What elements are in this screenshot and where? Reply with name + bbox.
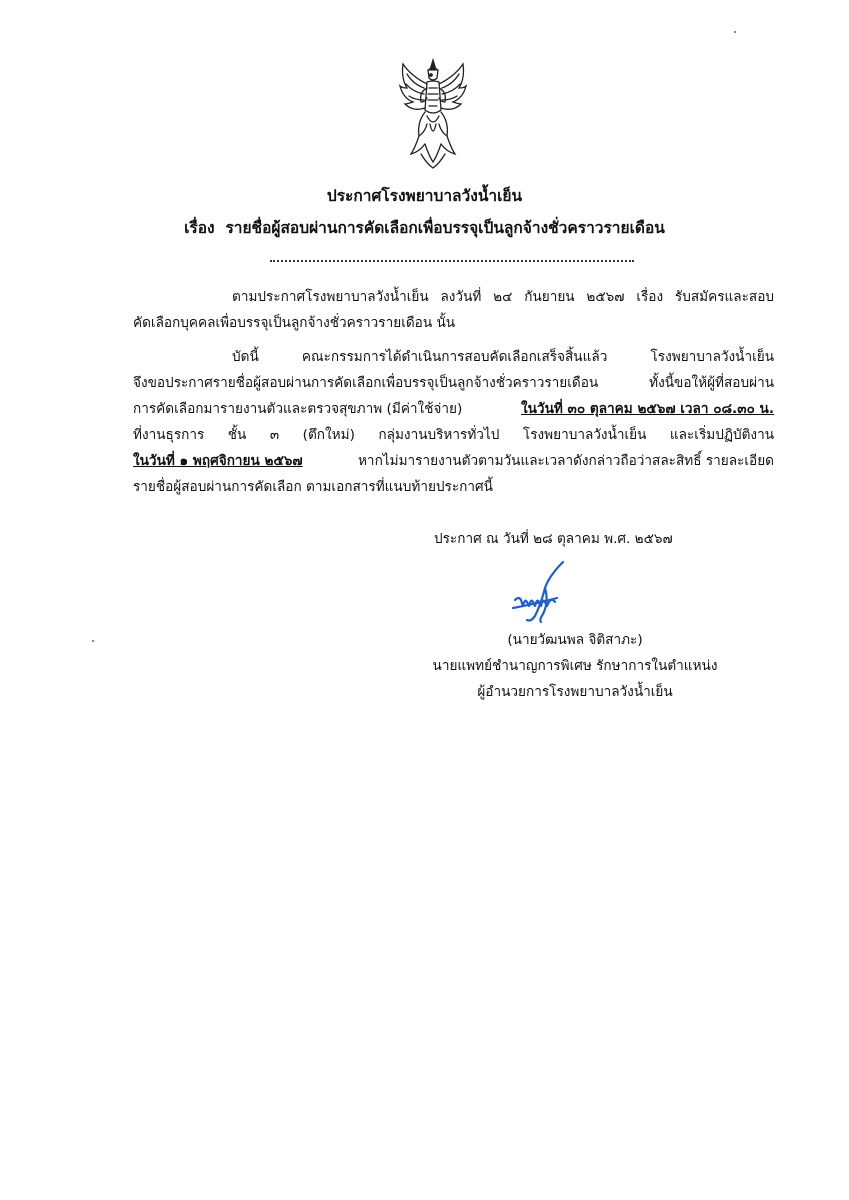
signature-icon	[505, 558, 575, 626]
para2-line3-text: การคัดเลือกมารายงานตัวและตรวจสุขภาพ (มีค่าใช้จ่าย)	[133, 401, 463, 417]
para2-line2: จึงขอประกาศรายชื่อผู้สอบผ่านการคัดเลือกเพื่อบรรจุเป็นลูกจ้างชั่วคราวรายเดือน ทั้งนี้ขอให้ผู้ที่สอบผ่าน	[133, 375, 774, 391]
para2-line6: รายชื่อผู้สอบผ่านการคัดเลือก ตามเอกสารที่แนบท้ายประกาศนี้	[133, 479, 493, 495]
report-date-emphasis: ในวันที่ ๓๐ ตุลาคม ๒๕๖๗ เวลา ๐๘.๓๐ น.	[521, 401, 774, 417]
signer-title: ผู้อำนวยการโรงพยาบาลวังน้ำเย็น	[477, 684, 673, 700]
separator-line	[270, 256, 634, 262]
para1-line2: คัดเลือกบุคคลเพื่อบรรจุเป็นลูกจ้างชั่วคราวรายเดือน นั้น	[133, 315, 456, 331]
announcement-title: ประกาศโรงพยาบาลวังน้ำเย็น	[326, 187, 523, 205]
scan-speck	[92, 640, 94, 642]
para2-line5-text: หากไม่มารายงานตัวตามวันและเวลาดังกล่าวถือว่าสละสิทธิ์ รายละเอียด	[357, 453, 774, 469]
para1-line1: ตามประกาศโรงพยาบาลวังน้ำเย็น ลงวันที่ ๒๔ กันยายน ๒๕๖๗ เรื่อง รับสมัครและสอบ	[232, 289, 774, 305]
signer-name: (นายวัฒนพล จิติสาภะ)	[507, 632, 643, 648]
announcement-date: ประกาศ ณ วันที่ ๒๘ ตุลาคม พ.ศ. ๒๕๖๗	[434, 531, 673, 547]
para2-line5	[133, 452, 774, 470]
start-date-emphasis: ในวันที่ ๑ พฤศจิกายน ๒๕๖๗	[133, 453, 303, 469]
scan-speck	[734, 31, 736, 33]
announcement-subject	[0, 215, 849, 240]
para2-line3	[133, 400, 774, 418]
para2-line1: บัดนี้ คณะกรรมการได้ดำเนินการสอบคัดเลือกเสร็จสิ้นแล้ว โรงพยาบาลวังน้ำเย็น	[232, 349, 774, 365]
subject-text: รายชื่อผู้สอบผ่านการคัดเลือกเพื่อบรรจุเป็นลูกจ้างชั่วคราวรายเดือน	[225, 219, 665, 237]
garuda-emblem-icon	[397, 58, 469, 170]
para2-line4: ที่งานธุรการ ชั้น ๓ (ตึกใหม่) กลุ่มงานบริหารทั่วไป โรงพยาบาลวังน้ำเย็น และเริ่มปฏิบัติงาน	[133, 427, 774, 443]
signer-position: นายแพทย์ชำนาญการพิเศษ รักษาการในตำแหน่ง	[432, 658, 718, 674]
subject-prefix: เรื่อง	[184, 219, 215, 237]
